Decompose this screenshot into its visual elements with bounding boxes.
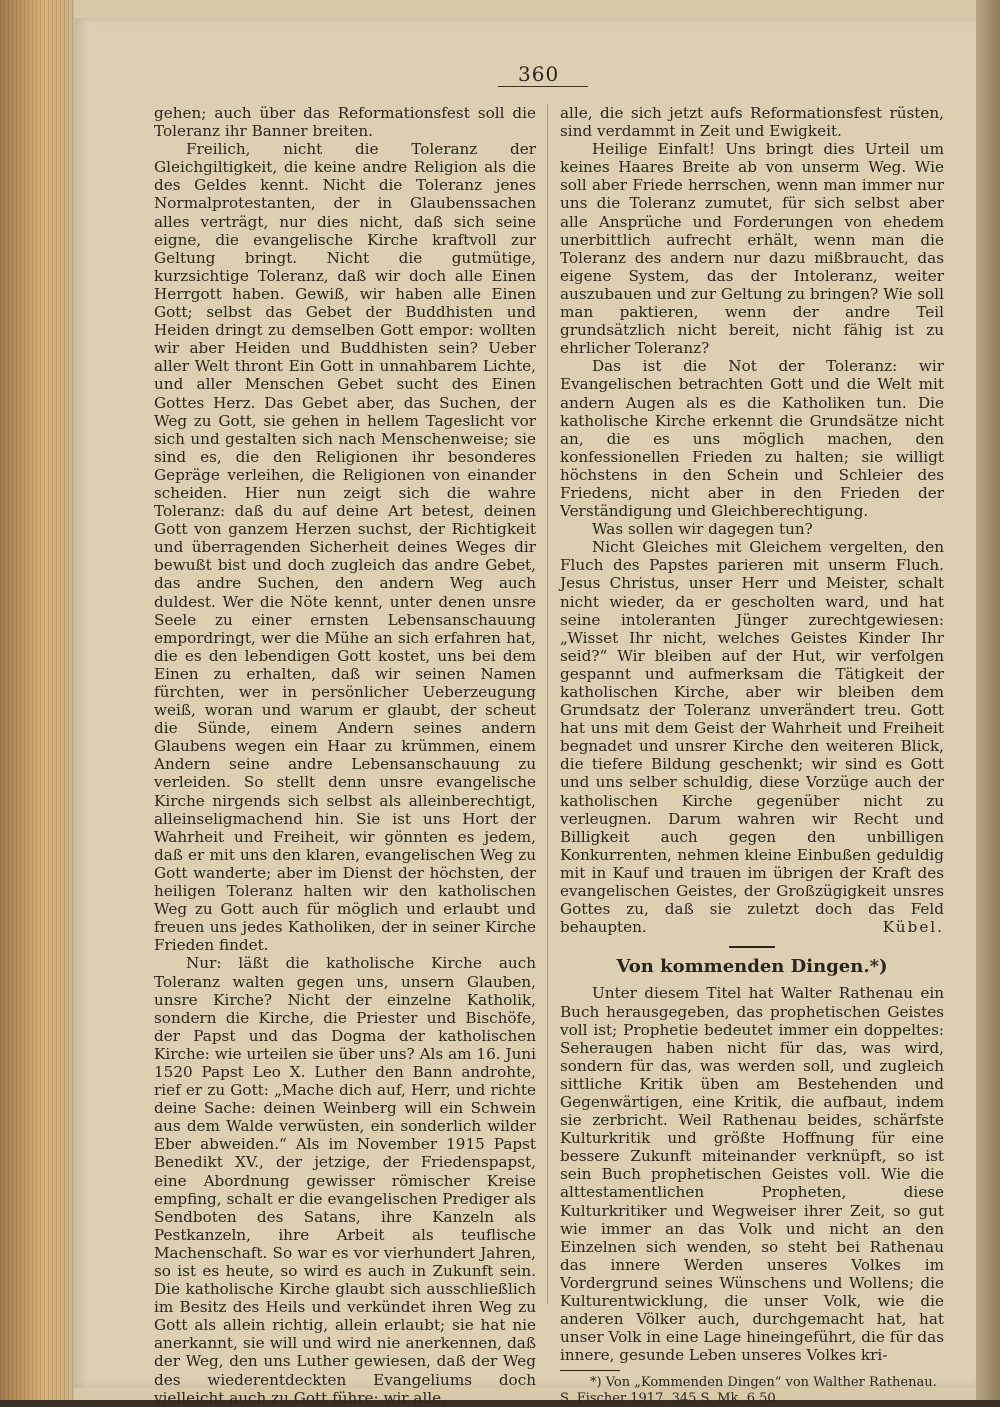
closing-paragraph-text: Nicht Gleiches mit Gleichem vergelten, den Fluch des Papstes parieren mit unserm Fluch. Jesus Christus, unser Herr und Meister, schalt nicht wieder, da er gescholten ward, und hat seine intoleranten Jünger zurechtgewiesen: „Wisset Ihr nicht, welches Geistes Kinder Ihr seid?“ Wir bleiben auf der Hut, wir verfolgen gespannt und aufmerksam die Tätigkeit der katholischen Kirche, aber wir bleiben dem Grundsatz der Toleranz unverändert treu. Gott hat uns mit dem Geist der Wahrheit und Freiheit begnadet und unsrer Kirche den weiteren Blick, die tiefere Bildung geschenkt; wir sind es Gott und uns selber schuldig, diese Vorzüge auch der katholischen Kirche gegenüber nicht zu verleugnen. Darum wahren wir Recht und Billigkeit auch gegen den unbilligen Konkurrenten, nehmen kleine Einbußen geduldig mit in Kauf und trauen im übrigen der Kraft des evangelischen Geistes, der Großzügigkeit unsres Gottes zu, daß sie zuletzt doch das Feld behaupten. <box>560 538 944 937</box>
right-paragraph-4: Was sollen wir dagegen tun? <box>592 520 813 539</box>
right-paragraph-5 <box>560 538 944 936</box>
footnote-line-2: S. Fischer 1917. 345 S. Mk. 6.50. <box>560 1391 780 1407</box>
page-number-rule <box>498 86 588 87</box>
article-title: Von kommenden Dingen.*) <box>616 956 888 978</box>
right-paragraph-1: alle, die sich jetzt aufs Reformationsfest rüsten, sind verdammt in Zeit und Ewigkeit. <box>560 104 944 141</box>
right-paragraph-2: Heilige Einfalt! Uns bringt dies Urteil um keines Haares Breite ab von unserm Weg. Wie soll aber Friede herrschen, wenn man immer nur uns die Toleranz zumutet, für sich selbst aber alle Ansprüche und Forderungen von ehedem unerbittlich aufrecht erhält, wenn man die Toleranz des andern nur dazu mißbraucht, das eigene System, das der Intoleranz, weiter auszubauen und zur Geltung zu bringen? Wie soll man paktieren, wenn der andre Teil grundsätzlich nicht bereit, nicht fähig ist zu ehrlicher Toleranz? <box>560 140 944 358</box>
page-edge <box>976 0 1000 1400</box>
footnote <box>560 1375 944 1407</box>
page-number: 360 <box>518 62 560 86</box>
footnote-rule <box>560 1370 620 1371</box>
right-paragraph-3: Das ist die Not der Toleranz: wir Evangelischen betrachten Gott und die Welt mit andern Augen als es die Katholiken tun. Die katholische Kirche erkennt die Grundsätze nicht an, die es uns möglich machen, den konfessionellen Frieden zu halten; sie willigt höchstens in den Schein und Schleier des Friedens, nicht aber in den Frieden der Verständigung und Gleichberechtigung. <box>560 357 944 521</box>
left-paragraph-1: gehen; auch über das Reformationsfest soll die Toleranz ihr Banner breiten. <box>154 104 536 141</box>
article-paragraph: Unter diesem Titel hat Walter Rathenau ein Buch herausgegeben, das prophetischen Geistes voll ist; Prophetie bedeutet immer ein doppeltes: Seheraugen haben nicht für das, was wird, sondern für das, was werden soll, und zugleich sittliche Kritik üben am Bestehenden und Gegenwärtigen, eine Kritik, die aufbaut, indem sie zerbricht. Weil Rathenau beides, schärfste Kulturkritik und größte Hoffnung für eine bessere Zukunft miteinander verknüpft, so ist sein Buch prophetischen Geistes voll. Wie die alttestamentlichen Propheten, diese Kulturkritiker und Wegweiser ihrer Zeit, so gut wie immer an das Volk und nicht an den Einzelnen sich wenden, so steht bei Rathenau das innere Werden unseres Volkes im Vordergrund seines Wünschens und Wollens; die Kulturentwicklung, die unser Volk, wie die anderen Völker auch, durchgemacht hat, hat unser Volk in eine Lage hineingeführt, die für das innere, gesunde Leben unseres Volkes kri- <box>560 984 944 1365</box>
right-column <box>560 104 944 1407</box>
left-paragraph-2: Freilich, nicht die Toleranz der Gleichgiltigkeit, die keine andre Religion als die des Geldes kennt. Nicht die Toleranz jenes Normalprotestanten, der in Glaubenssachen alles verträgt, nur dies nicht, daß sich seine eigne, die evangelische Kirche kraftvoll zur Geltung bringt. Nicht die gutmütige, kurzsichtige Toleranz, daß wir doch alle Einen Herrgott haben. Gewiß, wir haben alle Einen Gott; selbst das Gebet der Buddhisten und Heiden dringt zu demselben Gott empor: wollten wir aber Heiden und Buddhisten sein? Ueber aller Welt thront Ein Gott in unnahbarem Lichte, und aller Menschen Gebet sucht des Einen Gottes Herz. Das Gebet aber, das Suchen, der Weg zu Gott, sie gehen in hellem Tageslicht vor sich und gestalten sich nach Menschenweise; sie sind es, die den Religionen ihr besonderes Gepräge verleihen, die Religionen von einander scheiden. Hier nun zeigt sich die wahre Toleranz: daß du auf deine Art betest, deinen Gott von ganzem Herzen suchst, der Richtigkeit und überragenden Sicherheit deines Weges dir bewußt bist und doch zugleich das andre Gebet, das andre Suchen, den andern Weg auch duldest. Wer die Nöte kennt, unter denen unsre Seele zu einer ernsten Lebensanschauung empordringt, wer die Mühe an sich erfahren hat, die es den lebendigen Gott kostet, uns bei dem Einen zu erhalten, daß wir seinen Namen fürchten, wer in persönlicher Ueberzeugung weiß, woran und warum er glaubt, der scheut die Sünde, einem Andern seines andern Glaubens wegen ein Haar zu krümmen, einem Andern seine andre Lebensanschauung zu verleiden. So stellt denn unsre evangelische Kirche nirgends sich selbst als alleinberechtigt, alleinseligmachend hin. Sie ist uns Hort der Wahrheit und Freiheit, wir gönnten es jedem, daß er mit uns den klaren, evangelischen Weg zu Gott wanderte; aber im Dienst der höchsten, der heiligen Toleranz halten wir den katholischen Weg zu Gott auch für möglich und erlaubt und freuen uns jedes Katholiken, der in seiner Kirche Frieden findet. <box>154 140 536 955</box>
column-divider <box>547 104 548 1304</box>
author-signature: Kübel. <box>882 918 944 937</box>
left-paragraph-3: Nur: läßt die katholische Kirche auch Toleranz walten gegen uns, unsern Glauben, unsre Kirche? Nicht der einzelne Katholik, sondern die Kirche, die Priester und Bischöfe, der Papst und das Dogma der katholischen Kirche: wie urteilen sie über uns? Als am 16. Juni 1520 Papst Leo X. Luther den Bann androhte, rief er zu Gott: „Mache dich auf, Herr, und richte deine Sache: deinen Weinberg will ein Schwein aus dem Walde verwüsten, ein sonderlich wilder Eber abweiden.“ Als im November 1915 Papst Benedikt XV., der jetzige, der Friedenspapst, eine Abordnung gewisser römischer Kreise empfing, schalt er die evangelischen Prediger als Sendboten des Satans, ihre Kanzeln als Pestkanzeln, ihre Arbeit als teuflische Machenschaft. So war es vor vierhundert Jahren, so ist es heute, so wird es auch in Zukunft sein. Die katholische Kirche glaubt sich ausschließlich im Besitz des Heils und verkündet ihren Weg zu Gott als allein richtig, allein erlaubt; sie hat nie anerkannt, sie will und wird nie anerkennen, daß der Weg, den uns Luther gewiesen, daß der Weg des wiederentdeckten Evangeliums doch vielleicht auch zu Gott führe: wir alle, <box>154 954 536 1407</box>
spine-texture <box>0 0 74 1400</box>
footnote-line-1: *) Von „Kommenden Dingen“ von Walther Rathenau. <box>590 1375 937 1391</box>
section-divider <box>729 946 775 948</box>
left-column <box>154 104 536 1407</box>
